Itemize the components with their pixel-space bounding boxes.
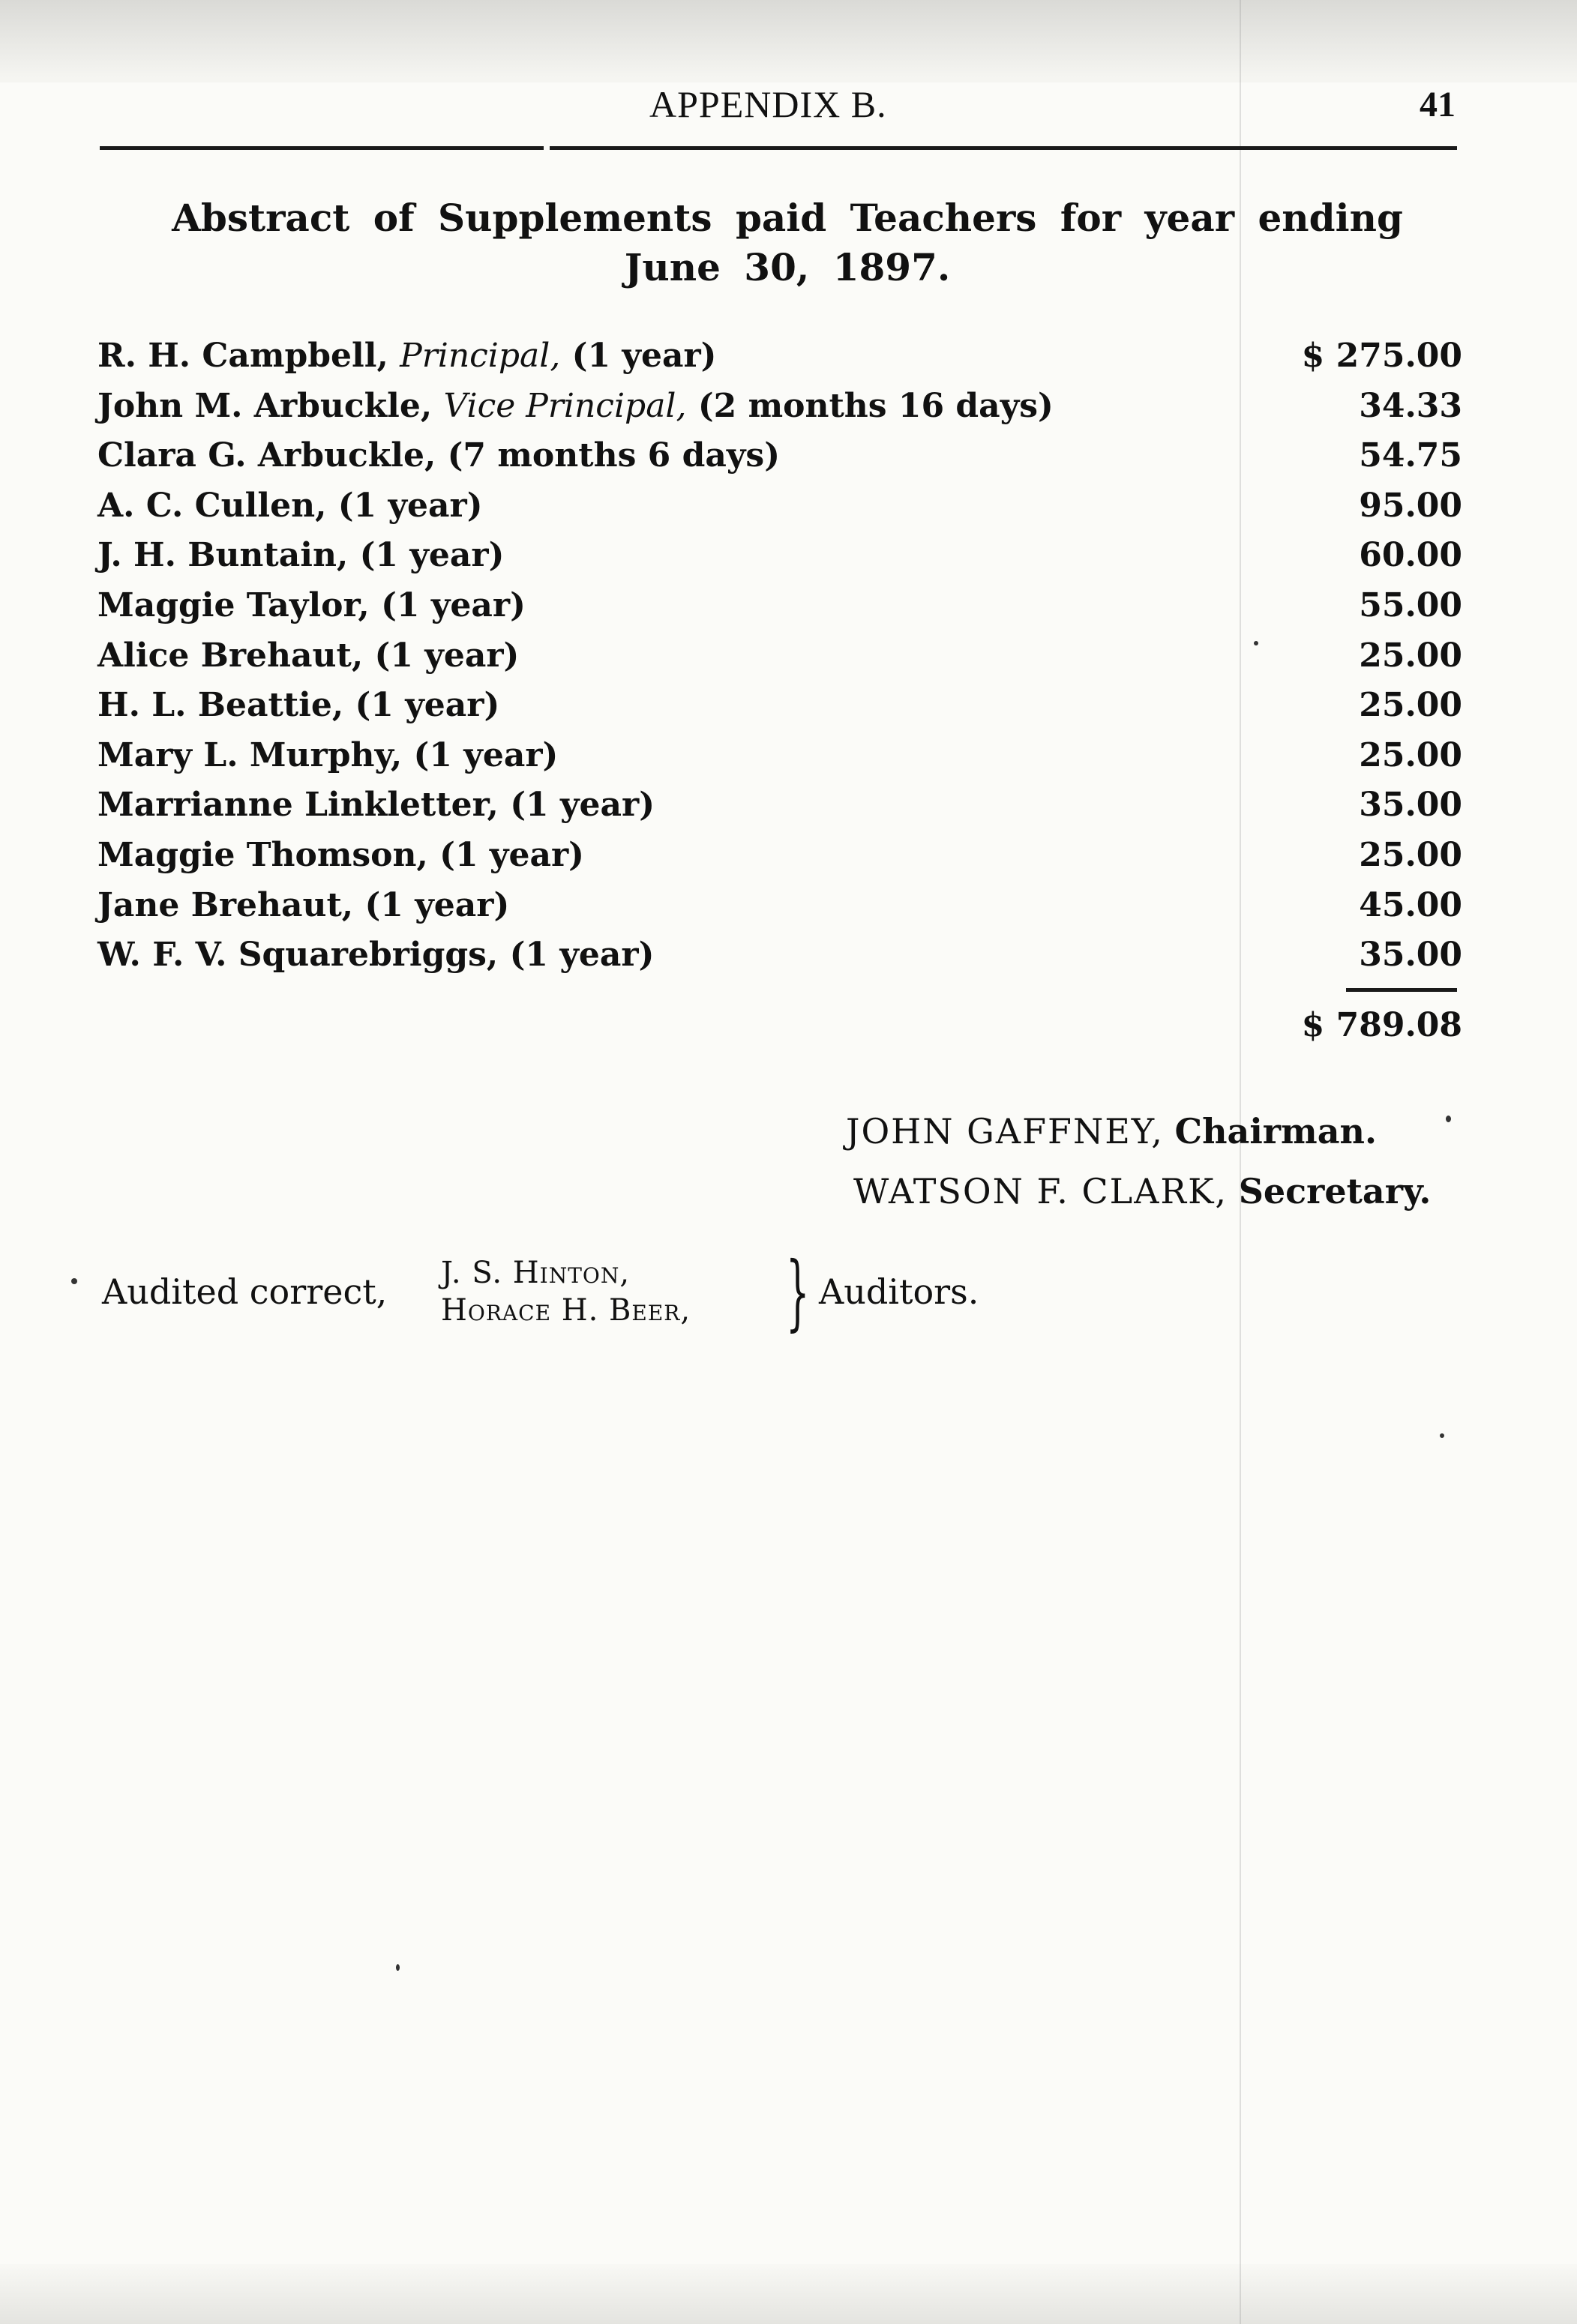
secretary-name: WATSON F. CLARK, bbox=[853, 1171, 1228, 1211]
secretary-signature bbox=[853, 1166, 1431, 1216]
service-period: (1 year) bbox=[355, 686, 500, 725]
service-period: (1 year) bbox=[571, 337, 717, 375]
teacher-role: Principal, bbox=[400, 337, 561, 375]
service-period: (1 year) bbox=[510, 786, 655, 825]
supplement-amount: 25.00 bbox=[1359, 735, 1462, 774]
secretary-title: Secretary. bbox=[1238, 1171, 1432, 1211]
teacher-name: Clara G. Arbuckle, bbox=[97, 436, 436, 475]
supplement-amount: 95.00 bbox=[1359, 486, 1462, 525]
scan-shading-top bbox=[0, 0, 1577, 82]
teacher-name: Mary L. Murphy, bbox=[97, 735, 403, 774]
scan-shading-bottom bbox=[0, 2264, 1577, 2324]
teacher-name: John M. Arbuckle, bbox=[97, 386, 433, 425]
supplement-row bbox=[97, 930, 1462, 980]
supplement-row bbox=[97, 431, 1462, 481]
auditors-label: Auditors. bbox=[819, 1271, 979, 1312]
service-period: (1 year) bbox=[364, 885, 510, 924]
total-amount: $ 789.08 bbox=[1301, 1006, 1462, 1044]
supplement-row bbox=[97, 681, 1462, 730]
supplement-amount: 45.00 bbox=[1359, 885, 1462, 924]
service-period: (1 year) bbox=[381, 586, 526, 624]
chairman-title: Chairman. bbox=[1174, 1111, 1377, 1152]
supplement-row bbox=[97, 780, 1462, 830]
service-period: (1 year) bbox=[439, 836, 584, 874]
teacher-role: Vice Principal, bbox=[443, 386, 687, 425]
supplement-row bbox=[97, 382, 1462, 431]
supplement-row bbox=[97, 481, 1462, 531]
ink-speck bbox=[1254, 641, 1258, 645]
supplement-amount: 35.00 bbox=[1359, 936, 1462, 975]
teacher-name: Maggie Taylor, bbox=[97, 586, 370, 624]
document-title bbox=[150, 193, 1425, 292]
audit-label: Audited correct, bbox=[102, 1271, 388, 1312]
ink-speck bbox=[1446, 1116, 1451, 1122]
supplement-amount: 55.00 bbox=[1359, 586, 1462, 624]
auditor-brace: } bbox=[786, 1244, 810, 1340]
supplement-amount: 60.00 bbox=[1359, 536, 1462, 575]
supplement-row bbox=[97, 581, 1462, 630]
service-period: (2 months 16 days) bbox=[697, 386, 1054, 425]
supplement-amount: 35.00 bbox=[1359, 786, 1462, 825]
chairman-name: JOHN GAFFNEY, bbox=[846, 1111, 1164, 1152]
supplement-row bbox=[97, 731, 1462, 780]
teacher-name: A. C. Cullen, bbox=[97, 486, 327, 525]
supplement-amount: 34.33 bbox=[1359, 386, 1462, 425]
service-period: (1 year) bbox=[359, 536, 505, 575]
page-number: 41 bbox=[1420, 85, 1456, 124]
supplement-row bbox=[97, 331, 1462, 381]
supplement-row bbox=[97, 881, 1462, 930]
running-head: APPENDIX B. bbox=[649, 83, 887, 125]
supplement-amount: $ 275.00 bbox=[1301, 337, 1462, 375]
teacher-name: Marrianne Linkletter, bbox=[97, 786, 499, 825]
title-line-2: June 30, 1897. bbox=[624, 245, 951, 289]
service-period: (1 year) bbox=[413, 735, 559, 774]
teacher-name: Jane Brehaut, bbox=[97, 885, 354, 924]
service-period: (1 year) bbox=[374, 636, 520, 675]
header-rule-right bbox=[550, 146, 1457, 150]
teacher-name: Maggie Thomson, bbox=[97, 836, 428, 874]
title-line-1: Abstract of Supplements paid Teachers for year ending bbox=[172, 196, 1403, 240]
ink-speck bbox=[71, 1278, 77, 1284]
supplement-row bbox=[97, 831, 1462, 880]
teacher-name: J. H. Buntain, bbox=[97, 536, 349, 575]
ink-speck bbox=[1440, 1433, 1444, 1438]
chairman-signature bbox=[846, 1107, 1377, 1156]
teacher-name: H. L. Beattie, bbox=[97, 686, 344, 725]
header-rule-left bbox=[100, 146, 544, 150]
teacher-name: W. F. V. Squarebriggs, bbox=[97, 936, 499, 975]
total-rule bbox=[1346, 988, 1457, 992]
auditor-2: Horace H. Beer, bbox=[441, 1293, 691, 1328]
service-period: (1 year) bbox=[337, 486, 483, 525]
supplement-amount: 25.00 bbox=[1359, 636, 1462, 675]
teacher-name: R. H. Campbell, bbox=[97, 337, 388, 375]
supplement-row bbox=[97, 631, 1462, 681]
supplement-row bbox=[97, 531, 1462, 580]
teacher-name: Alice Brehaut, bbox=[97, 636, 364, 675]
supplement-amount: 25.00 bbox=[1359, 686, 1462, 725]
ink-speck bbox=[396, 1964, 400, 1971]
supplement-amount: 54.75 bbox=[1359, 436, 1462, 475]
service-period: (1 year) bbox=[509, 936, 655, 975]
service-period: (7 months 6 days) bbox=[447, 436, 781, 475]
auditor-1: J. S. Hinton, bbox=[441, 1256, 631, 1290]
supplement-amount: 25.00 bbox=[1359, 836, 1462, 874]
